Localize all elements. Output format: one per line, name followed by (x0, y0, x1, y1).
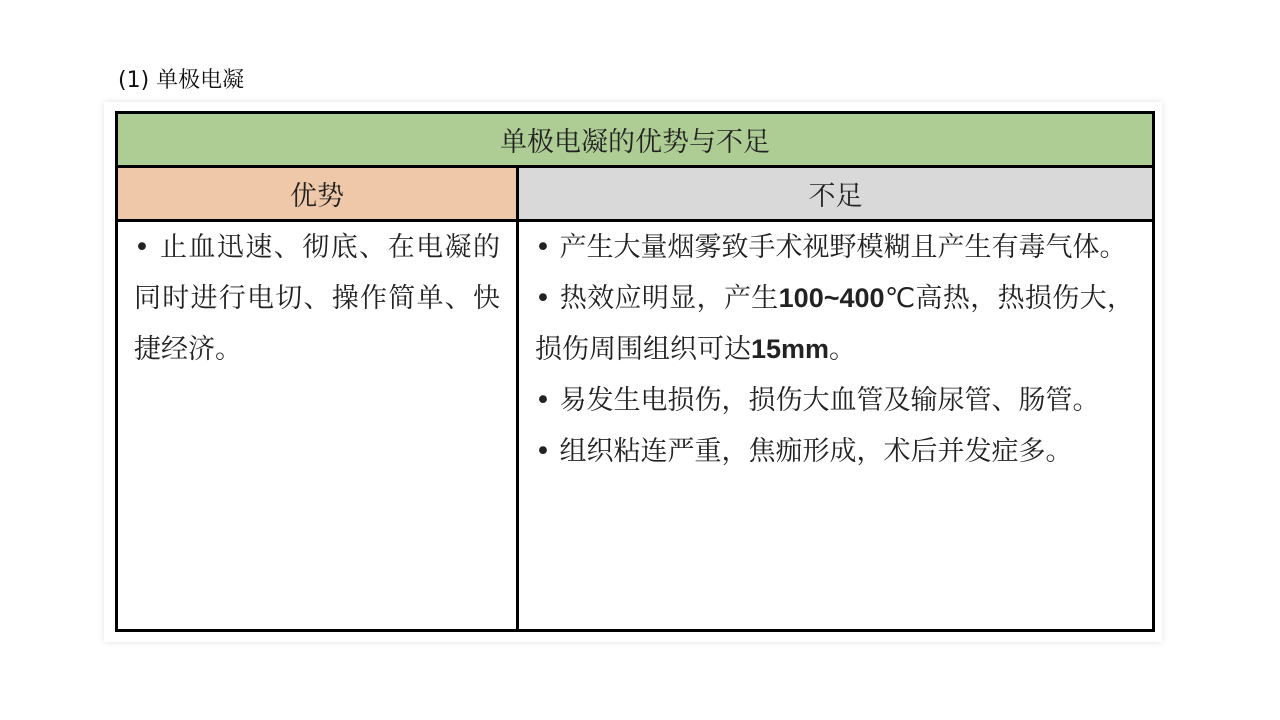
disadvantage-item-4 (535, 426, 1134, 477)
disadvantage-text: • 产生大量烟雾致手术视野模糊且产生有毒气体。 (535, 232, 1127, 263)
advantage-header: 优势 (117, 167, 518, 221)
advantage-item: • 止血迅速、彻底、在电凝的同时进行电切、操作简单、快捷经济。 (134, 232, 500, 365)
section-heading: (1) 单极电凝 (118, 68, 245, 93)
table-title: 单极电凝的优势与不足 (117, 113, 1154, 167)
temperature-range: 100~400 (778, 283, 885, 313)
advantage-cell (117, 221, 518, 631)
disadvantage-item-2 (535, 273, 1134, 375)
damage-distance: 15mm (751, 334, 830, 364)
disadvantage-cell (518, 221, 1154, 631)
disadvantage-header: 不足 (518, 167, 1154, 221)
disadvantage-text: 。 (829, 334, 857, 365)
comparison-table (115, 111, 1155, 632)
disadvantage-text: • 热效应明显，产生 (535, 283, 779, 314)
disadvantage-item-1 (535, 222, 1134, 273)
disadvantage-item-3 (535, 375, 1134, 426)
disadvantage-text: • 易发生电损伤，损伤大血管及输尿管、肠管。 (535, 385, 1100, 416)
disadvantage-text: • 组织粘连严重，焦痂形成，术后并发症多。 (535, 436, 1073, 467)
disadvantage-text: ℃高热，热损伤大，损伤周围组织可达 (535, 283, 1134, 365)
